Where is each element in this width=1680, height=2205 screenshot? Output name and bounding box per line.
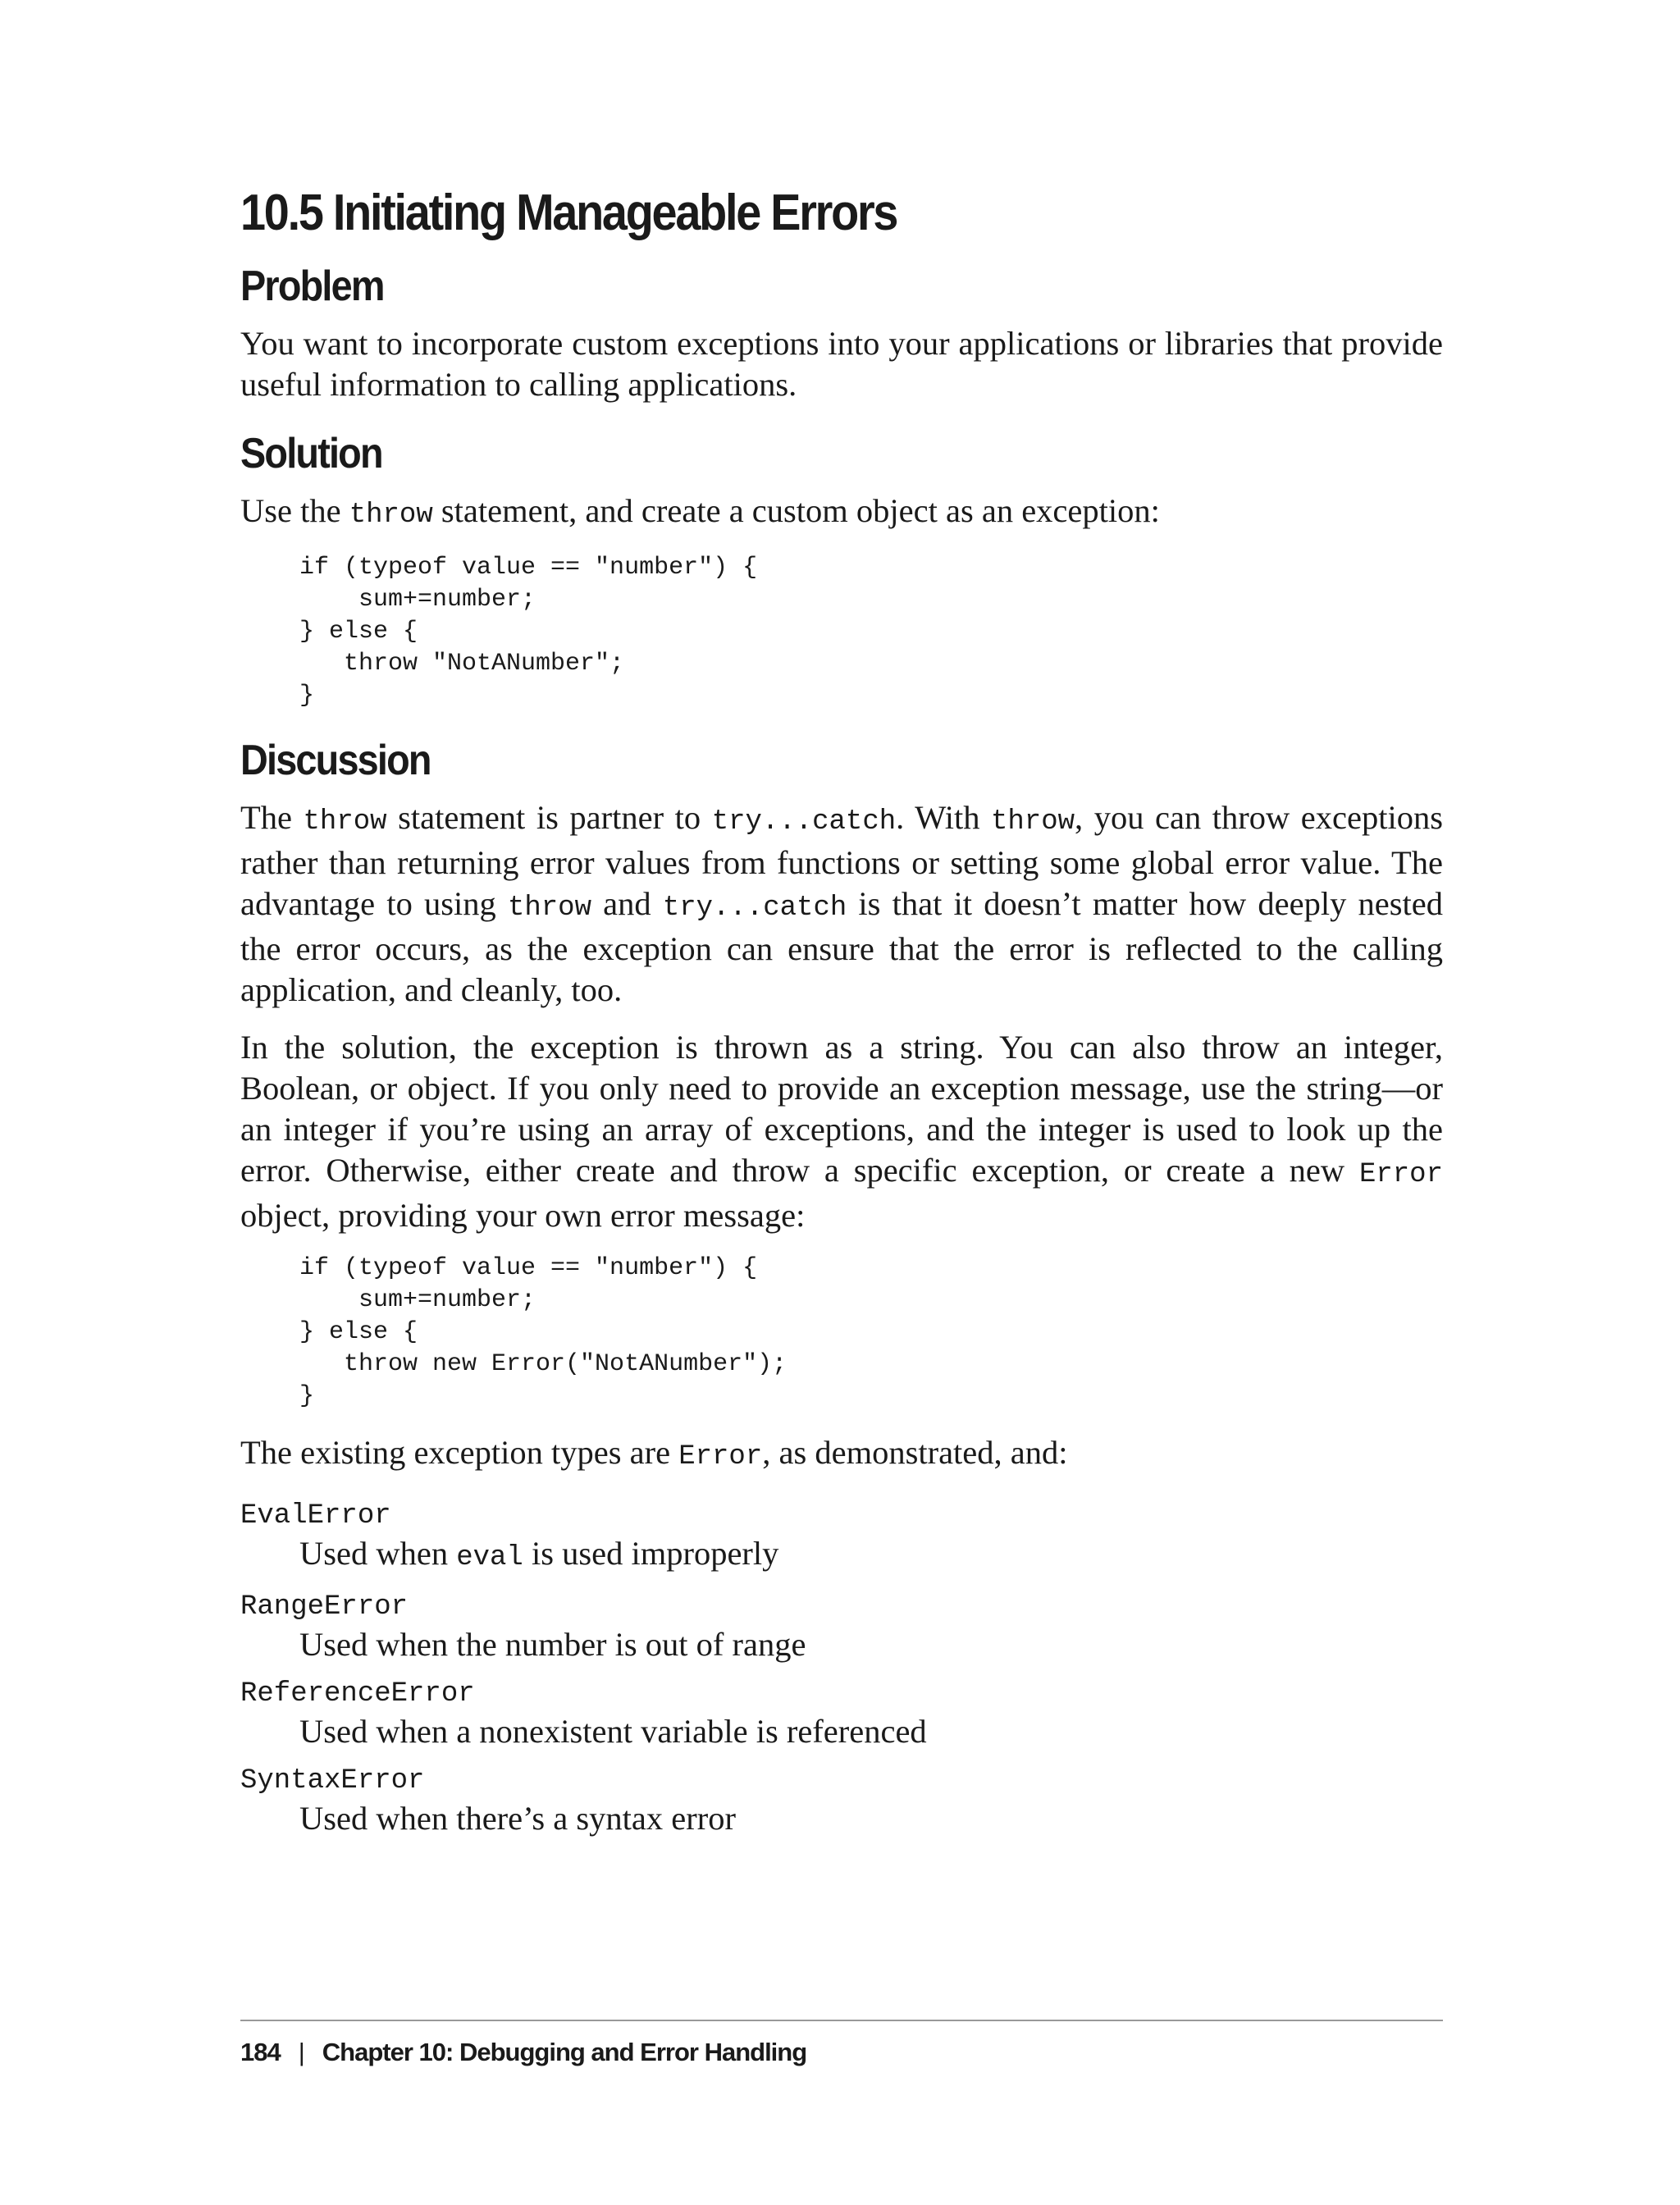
chapter-title: Chapter 10: Debugging and Error Handling	[322, 2038, 807, 2066]
discussion-code-block: if (typeof value == "number") { sum+=number; } else { throw new Error("NotANumber"); }	[299, 1254, 788, 1410]
discussion-paragraph-3: The existing exception types are Error, as demonstrated, and:	[240, 1434, 1068, 1472]
discussion-heading: Discussion	[240, 737, 431, 784]
exception-type-description: Used when eval is used improperly	[299, 1535, 779, 1573]
page-number: 184	[240, 2038, 281, 2066]
exception-type-description: Used when there’s a syntax error	[299, 1800, 736, 1837]
recipe-title: 10.5 Initiating Manageable Errors	[240, 185, 897, 241]
solution-intro: Use the throw statement, and create a custom object as an exception:	[240, 492, 1160, 531]
page-footer	[240, 2020, 1443, 2067]
problem-text: You want to incorporate custom exceptions into your applications or libraries that provide useful information to calling applications.	[240, 325, 1443, 403]
solution-code-block: if (typeof value == "number") { sum+=number; } else { throw "NotANumber"; }	[299, 554, 758, 710]
exception-type-term: SyntaxError	[240, 1765, 425, 1796]
discussion-paragraph-2: In the solution, the exception is thrown as a string. You can also throw an integer, Boolean, or object. If you only need to provide an exception message, use the string—or an integer if you’re using an array of exceptions, and the integer is used to look up the error. Otherwise, either create and throw a specific exception, or create a new Error object, providing your own error message:	[240, 1029, 1443, 1234]
solution-heading: Solution	[240, 430, 382, 477]
exception-type-term: RangeError	[240, 1591, 409, 1623]
problem-heading: Problem	[240, 262, 384, 310]
discussion-paragraph-1: The throw statement is partner to try...catch. With throw, you can throw exceptions rather than returning error values from functions or setting some global error value. The advantage to using throw and try...catch is that it doesn’t matter how deeply nested the error occurs, as the exception can ensure that the error is reflected to the calling application, and cleanly, too.	[240, 799, 1443, 1008]
exception-type-description: Used when the number is out of range	[299, 1626, 806, 1663]
page-content	[240, 180, 1443, 1839]
exception-type-term: ReferenceError	[240, 1678, 475, 1710]
exception-type-term: EvalError	[240, 1500, 391, 1532]
footer-separator: |	[298, 2038, 304, 2066]
exception-types-list	[240, 1499, 1443, 1839]
exception-type-description: Used when a nonexistent variable is referenced	[299, 1713, 927, 1750]
